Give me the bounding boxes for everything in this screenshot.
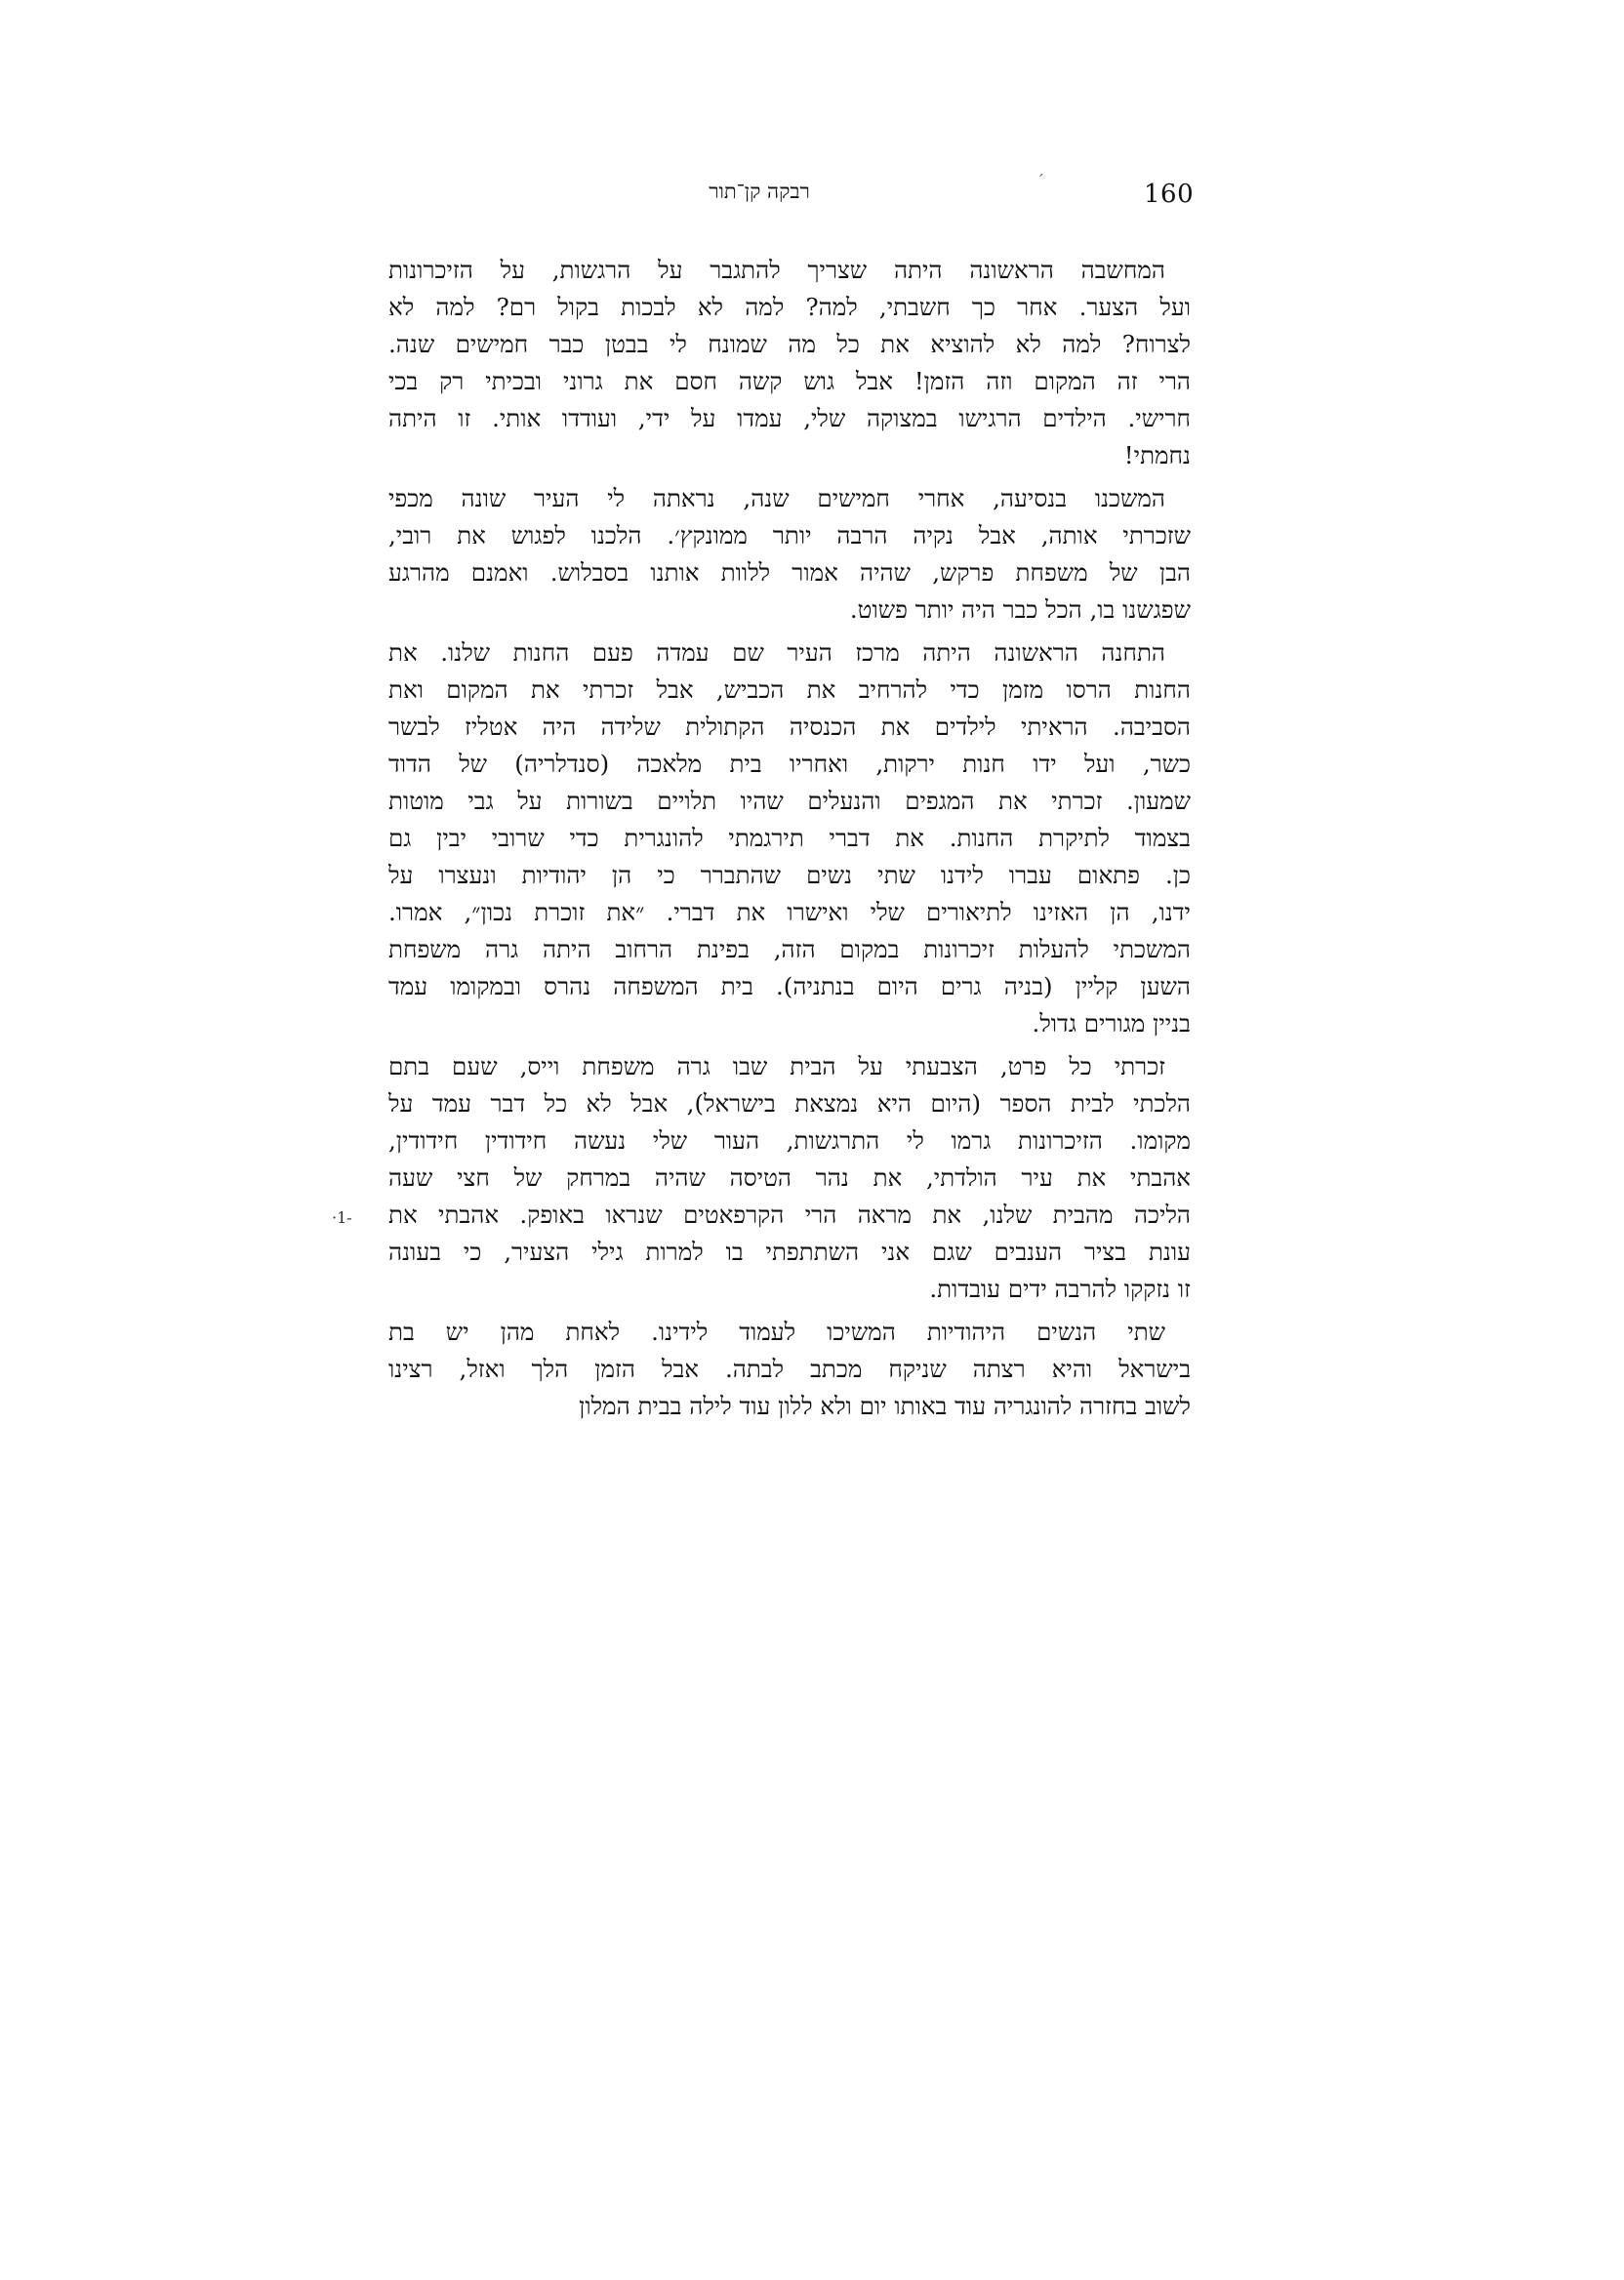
text-line: שתי הנשים היהודיות המשיכו לעמוד לידינו. לאחת מהן יש בת — [388, 1318, 1165, 1346]
text-line: המשכתי להעלות זיכרונות במקום הזה, בפינת הרחוב היתה גרה משפחת — [388, 935, 1191, 963]
paragraph — [388, 480, 1191, 629]
text-line: זכרתי כל פרט, הצבעתי על הבית שבו גרה משפחת וייס, שעם בתם — [388, 1052, 1165, 1080]
text-line: הסביבה. הראיתי לילדים את הכנסיה הקתולית שלידה היה אטליז לבשר — [388, 712, 1191, 741]
running-head-author: רבקה קן־תור — [709, 180, 810, 203]
paragraph — [388, 1048, 1191, 1308]
text-line: הליכה מהבית שלנו, את מראה הרי הקרפאטים שנראו באופק. אהבתי את — [388, 1201, 1191, 1229]
text-line: שפגשנו בו, הכל כבר היה יותר פשוט. — [849, 595, 1191, 624]
stray-mark: ´ — [1036, 172, 1044, 190]
text-line: בניין מגורים גדול. — [1032, 1009, 1191, 1038]
text-line: הלכתי לבית הספר (היום היא נמצאת בישראל), אבל לא כל דבר עמד על — [388, 1089, 1191, 1118]
text-line: נחמתי! — [1123, 441, 1191, 469]
text-line: הבן של משפחת פרקש, שהיה אמור ללוות אותנו בסבלוש. ואמנם מהרגע — [388, 558, 1191, 587]
text-line: התחנה הראשונה היתה מרכז העיר שם עמדה פעם החנות שלנו. את — [388, 638, 1165, 667]
text-line: ועל הצער. אחר כך חשבתי, למה? למה לא לבכות בקול רם? למה לא — [388, 293, 1191, 321]
text-line: בישראל והיא רצתה שניקח מכתב לבתה. אבל הזמן הלך ואזל, רצינו — [388, 1355, 1191, 1383]
text-line: ידנו, הן האזינו לתיאורים שלי ואישרו את דברי. ״את זוכרת נכון״, אמרו. — [388, 898, 1191, 926]
body-text — [388, 252, 1191, 1425]
text-line: חרישי. הילדים הרגישו במצוקה שלי, עמדו על ידי, ועודדו אותי. זו היתה — [388, 404, 1191, 432]
margin-note: ·1- — [332, 1208, 352, 1227]
text-line: שזכרתי אותה, אבל נקיה הרבה יותר ממונקץ׳. הלכנו לפגוש את רובי, — [388, 521, 1191, 550]
text-line: השען קליין (בניה גרים היום בנתניה). בית המשפחה נהרס ובמקומו עמד — [388, 972, 1191, 1000]
text-line: כשר, ועל ידו חנות ירקות, ואחריו בית מלאכה (סנדלריה) של הדוד — [388, 750, 1191, 778]
text-line: מקומו. הזיכרונות גרמו לי התרגשות, העור שלי נעשה חידודין חידודין, — [388, 1126, 1191, 1155]
text-line: אהבתי את עיר הולדתי, את נהר הטיסה שהיה במרחק של חצי שעה — [388, 1163, 1191, 1192]
text-line: זו נזקקו להרבה ידים עובדות. — [929, 1275, 1191, 1303]
text-line: בצמוד לתיקרת החנות. את דברי תירגמתי להונגרית כדי שרובי יבין גם — [388, 824, 1191, 852]
text-line: שמעון. זכרתי את המגפים והנעלים שהיו תלויים בשורות על גבי מוטות — [388, 787, 1191, 815]
text-line: החנות הרסו מזמן כדי להרחיב את הכביש, אבל זכרתי את המקום ואת — [388, 675, 1191, 704]
text-line: לשוב בחזרה להונגריה עוד באותו יום ולא ללון עוד לילה בבית המלון — [579, 1392, 1191, 1420]
text-line: המחשבה הראשונה היתה שצריך להתגבר על הרגשות, על הזיכרונות — [388, 256, 1165, 284]
text-line: המשכנו בנסיעה, אחרי חמישים שנה, נראתה לי העיר שונה מכפי — [388, 484, 1165, 512]
paragraph — [388, 252, 1191, 474]
page-header — [388, 172, 1195, 215]
text-line: עונת בציר הענבים שגם אני השתתפתי בו למרות גילי הצעיר, כי בעונה — [388, 1238, 1191, 1266]
paragraph — [388, 634, 1191, 1042]
page-number: 160 — [1144, 180, 1195, 209]
paragraph — [388, 1314, 1191, 1425]
text-line: לצרוח? למה לא להוציא את כל מה שמונח לי בבטן כבר חמישים שנה. — [388, 330, 1191, 358]
text-line: הרי זה המקום וזה הזמן! אבל גוש קשה חסם את גרוני ובכיתי רק בכי — [388, 367, 1191, 395]
text-line: כן. פתאום עברו לידנו שתי נשים שהתברר כי הן יהודיות ונעצרו על — [388, 861, 1191, 889]
